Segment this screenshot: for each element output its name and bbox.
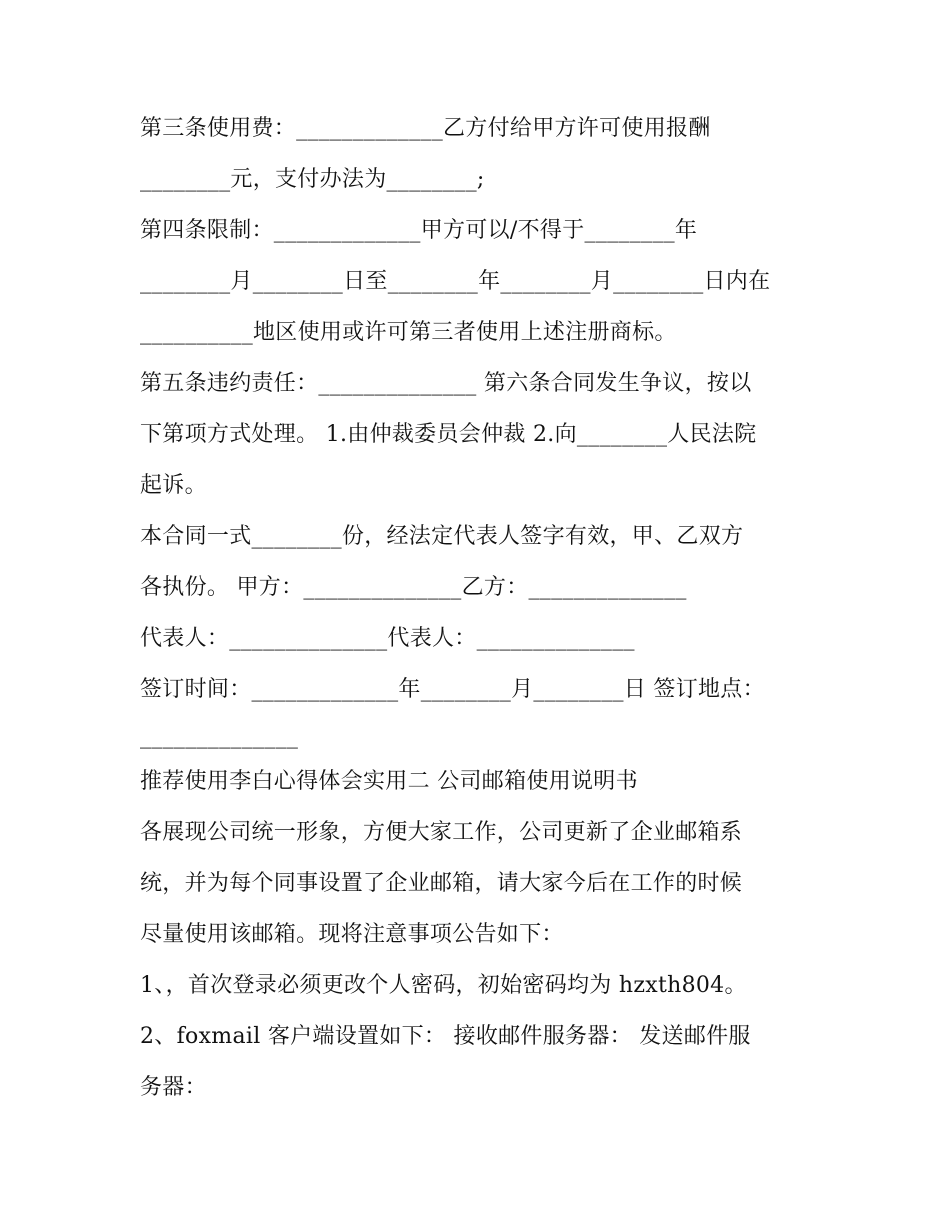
text-line-intro-3: 尽量使用该邮箱。现将注意事项公告如下： (140, 922, 564, 947)
text-line-lawsuit: 起诉。 (140, 473, 207, 498)
text-line-dispute-resolution: 下第项方式处理。 1.由仲裁委员会仲裁 2.向________人民法院 (140, 422, 757, 447)
text-line-date-range: ________月________日至________年________月________日内在 (140, 269, 771, 294)
text-line-region-usage: __________地区使用或许可第三者使用上述注册商标。 (140, 320, 677, 345)
text-line-copies: 本合同一式________份，经法定代表人签字有效，甲、乙双方 (140, 524, 744, 549)
text-line-article4-limits: 第四条限制：_____________甲方可以/不得于________年 (140, 218, 698, 243)
text-line-representatives: 代表人：______________代表人：______________ (140, 626, 635, 651)
section-title-email-manual: 推荐使用李白心得体会实用二 公司邮箱使用说明书 (140, 769, 638, 794)
text-line-signing-place-blank: ______________ (140, 724, 299, 749)
text-line-article5-liability: 第五条违约责任：______________ 第六条合同发生争议，按以 (140, 371, 752, 396)
text-line-item-1-password: 1、，首次登录必须更改个人密码，初始密码均为 hzxth804。 (140, 973, 747, 998)
text-line-intro-1: 各展现公司统一形象，方便大家工作，公司更新了企业邮箱系 (140, 820, 743, 845)
text-line-item-2-cont: 务器： (140, 1075, 207, 1100)
text-line-signing-time: 签订时间：_____________年________月________日 签订地点： (140, 677, 765, 702)
text-line-item-2-foxmail: 2、foxmail 客户端设置如下： 接收邮件服务器： 发送邮件服 (140, 1024, 751, 1049)
text-line-payment-method: ________元，支付办法为________; (140, 167, 485, 192)
text-line-article3-fee: 第三条使用费：_____________乙方付给甲方许可使用报酬 (140, 116, 711, 141)
text-line-parties: 各执份。 甲方：______________乙方：______________ (140, 575, 687, 600)
text-line-intro-2: 统，并为每个同事设置了企业邮箱，请大家今后在工作的时候 (140, 871, 743, 896)
